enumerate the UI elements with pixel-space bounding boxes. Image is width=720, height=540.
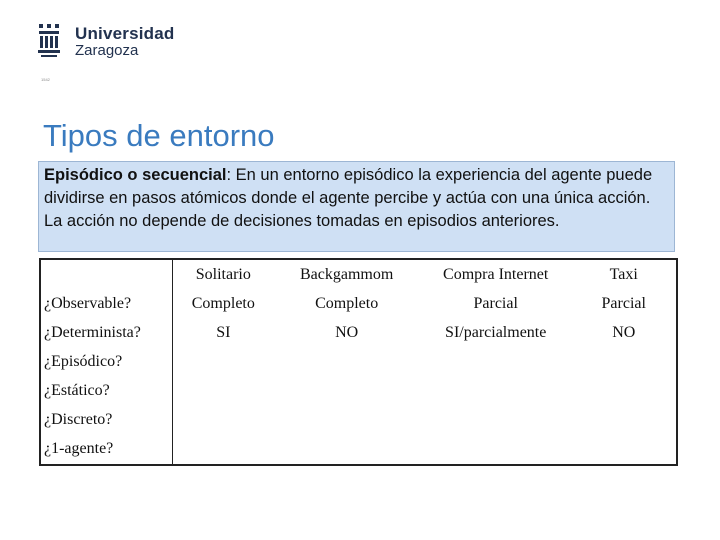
table-row — [40, 318, 677, 347]
table-cell — [173, 435, 274, 465]
table-cell: SI — [216, 323, 231, 341]
table-cell: Parcial — [473, 294, 518, 312]
table-cell — [571, 347, 677, 376]
row-label: ¿Estático? — [40, 377, 173, 406]
table-row — [40, 347, 677, 376]
definition-text: : En un entorno episódico la experiencia del agente puede dividirse en pasos atómicos donde el agente percibe y actúa con una única acción. La acción no depende de decisiones tomadas en episodios anteriores. — [44, 166, 653, 230]
table-row — [40, 377, 677, 406]
slide-title: Tipos de entorno — [43, 118, 275, 153]
column-header: Solitario — [195, 265, 251, 283]
definition-term: Episódico o secuencial — [44, 166, 227, 184]
row-label: ¿Discreto? — [40, 406, 173, 435]
table-corner-cell — [40, 259, 173, 289]
table-cell — [173, 347, 274, 376]
table-row — [40, 435, 677, 465]
table-cell — [420, 347, 572, 376]
table-header-row — [40, 259, 677, 289]
table-cell — [273, 406, 420, 435]
university-city: Zaragoza — [75, 42, 139, 59]
environment-table — [39, 258, 678, 466]
column-header: Backgammom — [300, 265, 394, 283]
table-cell — [571, 377, 677, 406]
table-cell — [173, 377, 274, 406]
table-row — [40, 289, 677, 318]
table-cell: Completo — [315, 294, 379, 312]
table-cell — [420, 406, 572, 435]
row-label: ¿Observable? — [40, 289, 173, 318]
table-cell: Parcial — [601, 294, 646, 312]
university-year: 1542 — [41, 77, 50, 82]
table-cell: NO — [335, 323, 359, 341]
table-cell — [273, 377, 420, 406]
table-cell — [273, 347, 420, 376]
table-cell: Completo — [191, 294, 255, 312]
table-cell: NO — [612, 323, 636, 341]
table-cell — [571, 406, 677, 435]
table-cell — [173, 406, 274, 435]
column-header: Compra Internet — [443, 265, 549, 283]
university-crest-icon — [38, 22, 60, 60]
row-label: ¿Episódico? — [40, 347, 173, 376]
table-row — [40, 406, 677, 435]
table-cell: SI/parcialmente — [445, 323, 547, 341]
university-name: Universidad — [75, 24, 175, 43]
table-cell — [571, 435, 677, 465]
row-label: ¿Determinista? — [40, 318, 173, 347]
table-cell — [420, 377, 572, 406]
table-cell — [420, 435, 572, 465]
table-cell — [273, 435, 420, 465]
definition-box — [38, 161, 675, 252]
row-label: ¿1-agente? — [40, 435, 173, 465]
column-header: Taxi — [609, 265, 638, 283]
university-logo — [38, 22, 178, 82]
